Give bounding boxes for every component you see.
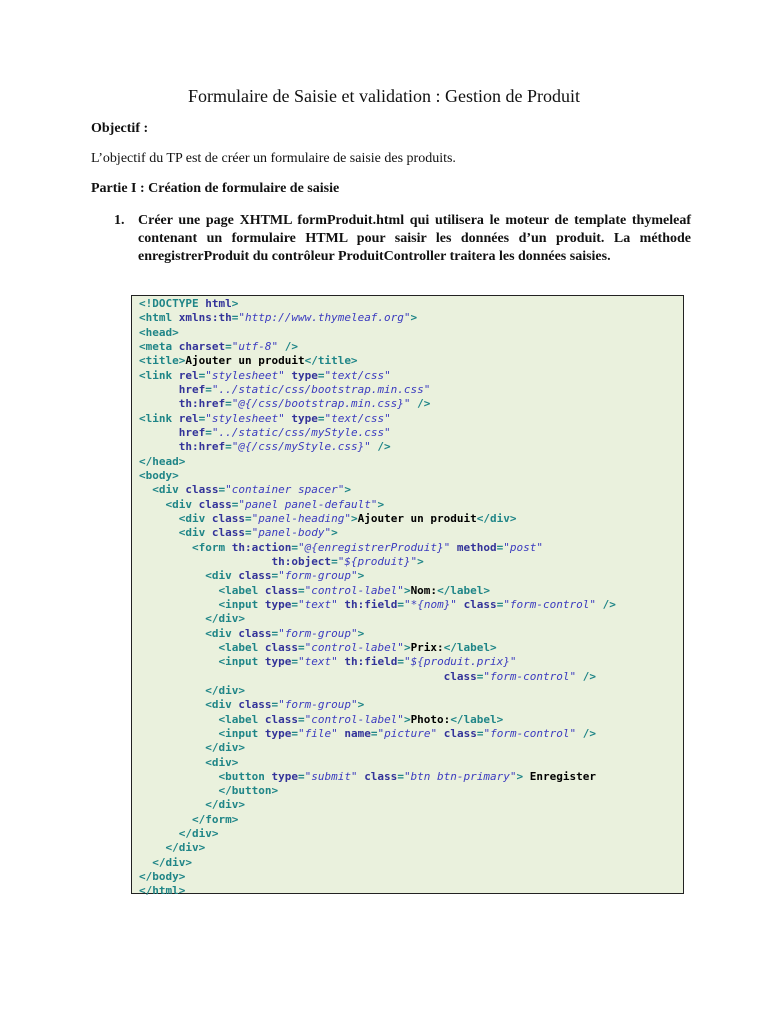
code-token: "panel panel-default"	[238, 497, 378, 511]
code-token: type	[271, 769, 298, 783]
code-token: />	[596, 597, 616, 611]
code-token: =	[317, 411, 325, 425]
code-token: "@{/css/myStyle.css}"	[231, 440, 371, 454]
code-token: =	[297, 712, 305, 726]
code-token: "http://www.thymeleaf.org"	[238, 311, 411, 325]
code-token: </form>	[139, 812, 239, 826]
code-token: </title>	[304, 354, 358, 368]
code-line	[139, 483, 351, 496]
code-line	[139, 297, 238, 310]
code-token: charset	[178, 339, 226, 353]
code-token: </html>	[139, 884, 186, 898]
code-token: "@{/css/bootstrap.min.css}"	[231, 397, 411, 411]
code-token: "text/css"	[324, 411, 391, 425]
code-line	[139, 756, 238, 769]
code-token: th:object	[271, 554, 332, 568]
code-token	[457, 598, 464, 611]
code-line	[139, 340, 298, 353]
code-token: rel	[178, 368, 199, 382]
code-line	[139, 827, 218, 840]
code-token: Enregister	[523, 769, 597, 783]
code-token: >	[417, 554, 424, 568]
code-token: "submit"	[304, 769, 358, 783]
code-line	[139, 498, 384, 511]
code-token: =	[291, 655, 298, 669]
code-token: class	[185, 483, 219, 497]
code-token: =	[496, 597, 504, 611]
code-token: <link	[139, 411, 179, 425]
code-token: =	[198, 368, 206, 382]
code-token: "${produit.prix}"	[403, 655, 517, 669]
code-token: =	[244, 511, 252, 525]
code-line	[139, 598, 616, 611]
code-token: =	[397, 769, 404, 783]
code-line	[139, 612, 245, 625]
code-token: >	[403, 583, 411, 597]
code-token: xmlns:th	[178, 311, 232, 325]
code-token: Photo:	[410, 712, 451, 726]
code-token: class	[211, 511, 245, 525]
code-token: =	[225, 397, 232, 411]
code-token: <input	[139, 726, 265, 740]
code-token: <link	[139, 368, 179, 382]
code-token: "text"	[297, 655, 338, 669]
code-token: class	[198, 497, 232, 511]
code-token: type	[291, 368, 318, 382]
code-token: </label>	[450, 712, 504, 726]
code-token: <div	[139, 698, 239, 712]
code-token: </div>	[139, 827, 219, 841]
code-line	[139, 369, 391, 382]
code-token: >	[377, 497, 385, 511]
code-token: />	[370, 440, 391, 454]
code-token	[139, 555, 271, 568]
code-token: =	[397, 655, 404, 669]
code-token: />	[576, 669, 596, 683]
code-line	[139, 397, 430, 410]
code-token: </div>	[139, 683, 245, 697]
code-token: Nom:	[410, 583, 438, 597]
code-line	[139, 684, 245, 697]
code-token: =	[496, 540, 504, 554]
code-token: "@{enregistrerProduit}"	[297, 540, 451, 554]
code-line	[139, 526, 338, 539]
code-listing	[131, 295, 684, 898]
partie-heading: Partie I : Création de formulaire de saisie	[91, 181, 340, 196]
code-token: =	[205, 425, 212, 439]
code-line	[139, 383, 430, 396]
code-token: Ajouter un produit	[185, 354, 305, 368]
code-token: th:field	[344, 655, 398, 669]
code-token: <div	[139, 526, 212, 540]
code-token: >	[357, 569, 365, 583]
code-token: type	[264, 597, 292, 611]
code-token: =	[297, 640, 305, 654]
code-token: "control-label"	[304, 640, 404, 654]
code-token	[139, 426, 179, 439]
code-token: "../static/css/bootstrap.min.css"	[211, 382, 431, 396]
code-token: "picture"	[377, 726, 438, 740]
code-line	[139, 713, 503, 726]
code-token: Prix:	[410, 640, 444, 654]
step-1-number: 1.	[114, 213, 125, 228]
code-token: =	[225, 339, 232, 353]
code-line	[139, 841, 205, 854]
code-line	[139, 426, 391, 439]
code-line	[139, 741, 245, 754]
code-token: >	[231, 297, 239, 310]
code-token: rel	[178, 411, 199, 425]
code-token: =	[271, 569, 279, 583]
code-token: class	[264, 583, 298, 597]
code-token: </div>	[139, 612, 245, 626]
code-token: =	[370, 726, 378, 740]
code-token: "*{nom}"	[403, 597, 457, 611]
step-1-text: Créer une page XHTML formProduit.html qui utilisera le moteur de template thymeleaf contenant un formulaire HTML pour saisir les données d’un produit. La méthode enregistrerProduit du contrôleur ProduitController traitera les données saisies.	[138, 213, 691, 264]
code-token: />	[278, 339, 298, 353]
code-token: "form-group"	[278, 569, 358, 583]
code-token: =	[231, 311, 239, 325]
code-line	[139, 354, 358, 367]
code-token: "form-group"	[278, 698, 358, 712]
code-token: <form	[139, 540, 232, 554]
code-token: </div>	[476, 511, 517, 525]
code-token	[139, 440, 179, 453]
code-token: <!DOCTYPE	[139, 297, 206, 310]
code-token: "utf-8"	[231, 339, 279, 353]
code-token: </div>	[139, 841, 206, 855]
code-line	[139, 727, 596, 740]
code-token: Ajouter un produit	[357, 511, 477, 525]
code-token: <div	[139, 497, 199, 511]
code-token: "panel-heading"	[251, 511, 351, 525]
code-line	[139, 870, 185, 883]
code-token: >	[331, 526, 338, 540]
code-token: <label	[139, 640, 265, 654]
code-token: </label>	[443, 640, 497, 654]
code-token: "${produit}"	[337, 554, 418, 568]
code-token: />	[410, 397, 431, 411]
code-token: "text/css"	[324, 368, 391, 382]
code-line	[139, 469, 179, 482]
code-token: href	[178, 425, 206, 439]
code-token: />	[576, 726, 597, 740]
code-token: <button	[139, 769, 272, 783]
code-token: "text"	[297, 597, 338, 611]
code-token: =	[476, 669, 484, 683]
code-token: "btn btn-primary"	[403, 769, 517, 783]
code-token: >	[344, 483, 351, 497]
code-token: "file"	[297, 726, 338, 740]
objectif-heading: Objectif :	[91, 121, 149, 136]
code-line	[139, 813, 238, 826]
code-token: "container spacer"	[225, 483, 345, 497]
code-token: method	[456, 540, 497, 554]
code-token: th:href	[178, 440, 226, 454]
code-line	[139, 627, 364, 640]
code-token: =	[291, 540, 298, 554]
code-token: <div	[139, 483, 186, 497]
code-token: </button>	[139, 784, 279, 798]
code-token: =	[397, 597, 404, 611]
code-token: class	[264, 640, 298, 654]
code-line	[139, 541, 543, 554]
code-token: <meta	[139, 339, 179, 353]
code-token: type	[264, 726, 292, 740]
code-token: "form-control"	[483, 726, 577, 740]
code-token: class	[211, 526, 245, 540]
code-line	[139, 798, 245, 811]
code-token: type	[264, 655, 292, 669]
code-token: =	[218, 483, 226, 497]
code-token: <label	[139, 583, 265, 597]
code-token: "control-label"	[304, 583, 404, 597]
code-token: name	[344, 726, 371, 740]
code-line	[139, 311, 417, 324]
code-token: "form-control"	[483, 669, 577, 683]
code-token	[139, 670, 444, 683]
code-token: </div>	[139, 741, 245, 755]
code-token: th:field	[344, 597, 398, 611]
code-token	[450, 541, 457, 554]
code-token: "form-group"	[278, 626, 358, 640]
code-token: </body>	[139, 870, 186, 884]
code-token: =	[291, 726, 298, 740]
code-token: =	[225, 440, 232, 454]
code-line	[139, 655, 517, 668]
code-token: "panel-body"	[251, 526, 332, 540]
code-token: type	[291, 411, 318, 425]
code-line	[139, 770, 596, 783]
code-token: <input	[139, 655, 265, 669]
code-token: >	[410, 311, 418, 325]
code-token: "stylesheet"	[205, 368, 285, 382]
code-token: =	[317, 368, 325, 382]
code-token	[437, 727, 444, 740]
code-token: <input	[139, 597, 265, 611]
code-line	[139, 455, 185, 468]
code-token: href	[178, 382, 206, 396]
code-token	[139, 383, 179, 396]
document-title: Formulaire de Saisie et validation : Gestion de Produit	[188, 86, 580, 106]
code-token: </head>	[139, 454, 186, 468]
code-line	[139, 412, 391, 425]
code-token: >	[357, 626, 365, 640]
code-token: =	[297, 583, 305, 597]
code-token	[139, 397, 179, 410]
intro-paragraph: L’objectif du TP est de créer un formulaire de saisie des produits.	[91, 151, 456, 166]
code-token: =	[231, 497, 239, 511]
code-token: =	[244, 526, 252, 540]
code-token: class	[238, 569, 272, 583]
code-token: <body>	[139, 468, 179, 482]
code-token: >	[357, 698, 365, 712]
code-token: "control-label"	[304, 712, 404, 726]
code-token: th:action	[231, 540, 292, 554]
code-token: >	[403, 640, 411, 654]
code-token: <div	[139, 511, 212, 525]
code-token: =	[297, 769, 305, 783]
code-token: </div>	[139, 855, 192, 869]
code-line	[139, 641, 497, 654]
code-token: <div>	[139, 755, 239, 769]
code-token: >	[350, 511, 358, 525]
code-line	[139, 569, 364, 582]
code-token: <title>	[139, 354, 186, 368]
code-token: =	[331, 554, 338, 568]
code-line	[139, 326, 179, 339]
code-token: class	[443, 669, 477, 683]
code-token: =	[271, 698, 279, 712]
code-token: html	[205, 297, 232, 310]
code-token: <div	[139, 626, 239, 640]
code-token: th:href	[178, 397, 226, 411]
code-token: </div>	[139, 798, 245, 812]
code-token: =	[476, 726, 484, 740]
code-token: class	[443, 726, 477, 740]
code-token: <head>	[139, 325, 179, 339]
code-token: "post"	[503, 540, 544, 554]
code-token: =	[291, 597, 298, 611]
code-line	[139, 512, 517, 525]
code-token: class	[264, 712, 298, 726]
code-token: </label>	[437, 583, 491, 597]
code-token: class	[238, 698, 272, 712]
code-line	[139, 856, 192, 869]
code-token: =	[271, 626, 279, 640]
code-line	[139, 440, 391, 453]
code-line	[139, 670, 596, 683]
code-token: class	[463, 597, 497, 611]
code-token: "form-control"	[503, 597, 597, 611]
code-token: =	[198, 411, 206, 425]
code-token: <label	[139, 712, 265, 726]
code-token: class	[238, 626, 272, 640]
code-line	[139, 555, 424, 568]
code-block	[139, 297, 616, 899]
code-line	[139, 584, 490, 597]
code-token: >	[403, 712, 411, 726]
code-line	[139, 784, 278, 797]
code-token: <div	[139, 569, 239, 583]
code-token: =	[205, 382, 212, 396]
code-line	[139, 884, 185, 897]
code-token: class	[364, 769, 398, 783]
code-line	[139, 698, 364, 711]
code-token: <html	[139, 311, 179, 325]
code-token: "../static/css/myStyle.css"	[211, 425, 391, 439]
code-token: "stylesheet"	[205, 411, 285, 425]
code-token: >	[516, 769, 524, 783]
